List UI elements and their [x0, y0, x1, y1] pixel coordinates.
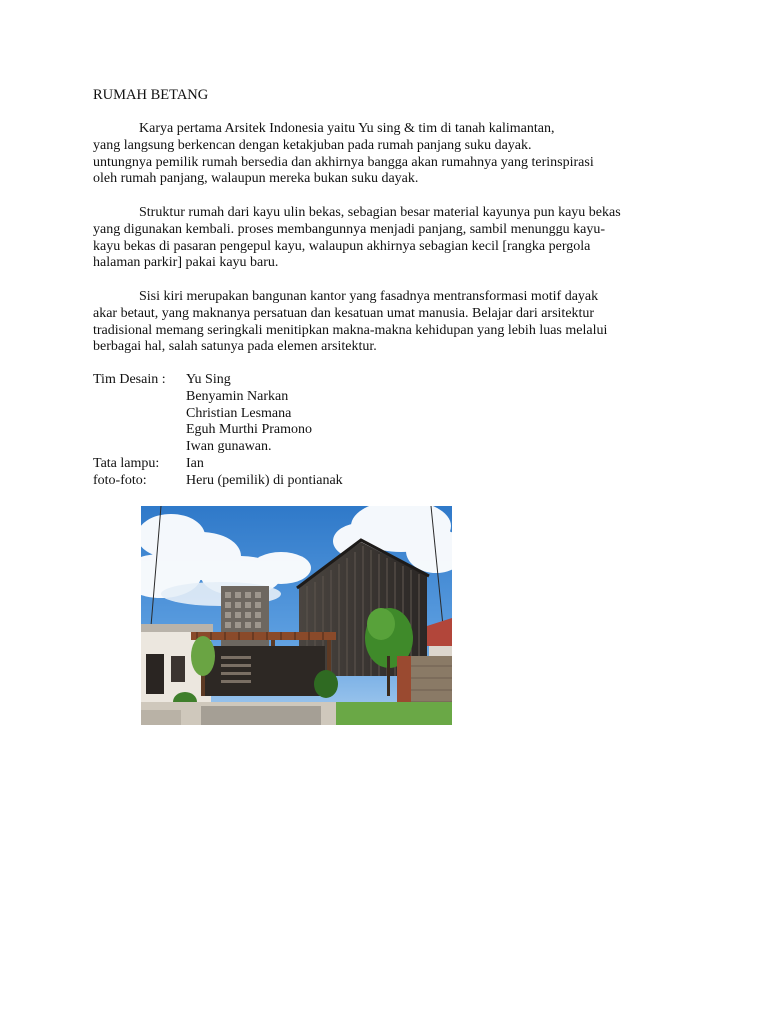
- paragraph-line: kayu bekas di pasaran pengepul kayu, walaupun akhirnya sebagian kecil [rangka pergola: [93, 238, 591, 254]
- credit-value: Heru (pemilik) di pontianak: [186, 472, 343, 488]
- paragraph-line: akar betaut, yang maknanya persatuan dan kesatuan umat manusia. Belajar dari arsitektur: [93, 305, 595, 321]
- paragraph-line: tradisional memang seringkali menitipkan makna-makna kehidupan yang lebih luas melalui: [93, 322, 608, 338]
- paragraph-line: yang langsung berkencan dengan ketakjuban pada rumah panjang suku dayak.: [93, 137, 532, 153]
- credit-label: Tim Desain :: [93, 372, 166, 387]
- paragraph-line: yang digunakan kembali. proses membangunnya menjadi panjang, sambil menunggu kayu-: [93, 221, 606, 237]
- paragraph-3: [93, 289, 693, 356]
- credit-value: Christian Lesmana: [186, 405, 292, 421]
- paragraph-line: untungnya pemilik rumah bersedia dan akhirnya bangga akan rumahnya yang terinspirasi: [93, 154, 594, 170]
- credit-value: Ian: [186, 455, 204, 471]
- credit-label: foto-foto:: [93, 472, 147, 488]
- paragraph-line: halaman parkir] pakai kayu baru.: [93, 255, 279, 271]
- paragraph-line: oleh rumah panjang, walaupun mereka bukan suku dayak.: [93, 171, 419, 187]
- credit-value: Iwan gunawan.: [186, 439, 272, 455]
- paragraph-2: [93, 205, 693, 272]
- house-photo: [141, 506, 452, 725]
- paragraph-line: Karya pertama Arsitek Indonesia yaitu Yu sing & tim di tanah kalimantan,: [139, 121, 555, 136]
- credit-value: Benyamin Narkan: [186, 388, 289, 404]
- paragraph-line: Sisi kiri merupakan bangunan kantor yang fasadnya mentransformasi motif dayak: [139, 289, 599, 304]
- credit-label: Tata lampu:: [93, 455, 160, 471]
- credit-value: Eguh Murthi Pramono: [186, 422, 312, 438]
- paragraph-line: Struktur rumah dari kayu ulin bekas, sebagian besar material kayunya pun kayu bekas: [139, 205, 621, 220]
- paragraph-1: [93, 121, 693, 188]
- credit-value: Yu Sing: [186, 372, 231, 387]
- paragraph-line: berbagai hal, salah satunya pada elemen arsitektur.: [93, 339, 377, 355]
- document-title: RUMAH BETANG: [93, 87, 209, 103]
